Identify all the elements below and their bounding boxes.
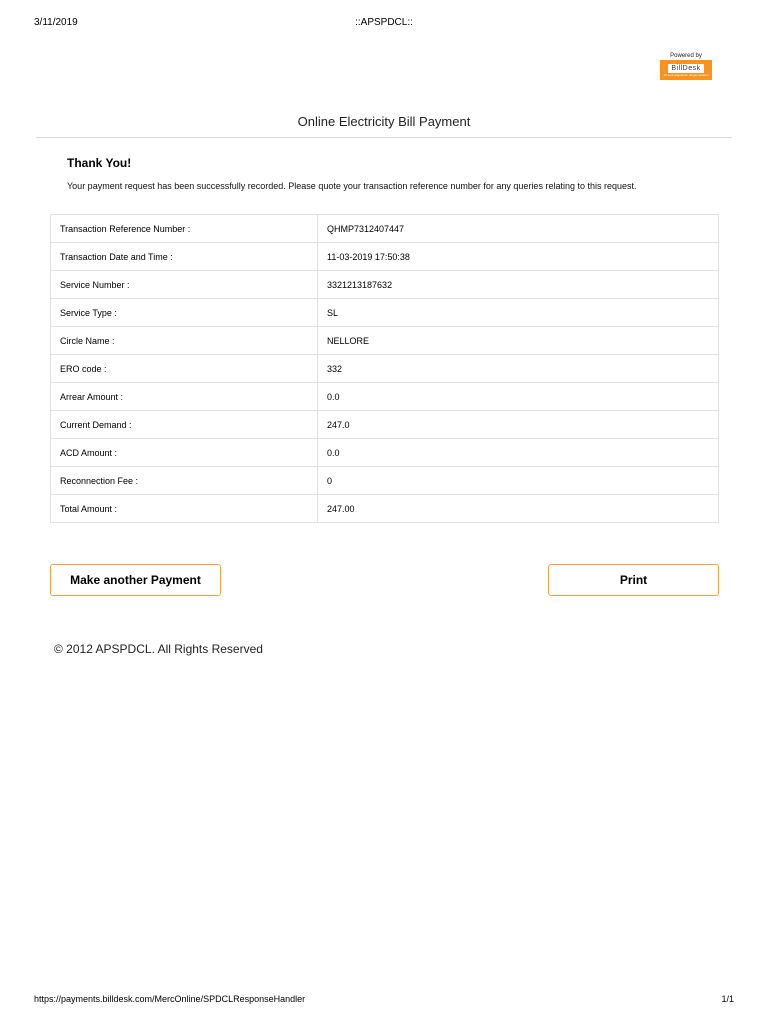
table-row <box>51 495 719 523</box>
table-row <box>51 271 719 299</box>
thank-you-heading: Thank You! <box>67 156 132 170</box>
detail-value: 247.00 <box>318 495 719 523</box>
detail-label: Arrear Amount : <box>51 383 318 411</box>
table-row <box>51 327 719 355</box>
make-another-payment-button[interactable]: Make another Payment <box>50 564 221 596</box>
detail-value: 0 <box>318 467 719 495</box>
table-row <box>51 215 719 243</box>
detail-value: 247.0 <box>318 411 719 439</box>
detail-label: Transaction Reference Number : <box>51 215 318 243</box>
detail-value: QHMP7312407447 <box>318 215 719 243</box>
detail-label: Reconnection Fee : <box>51 467 318 495</box>
detail-value: NELLORE <box>318 327 719 355</box>
detail-label: Circle Name : <box>51 327 318 355</box>
detail-label: Total Amount : <box>51 495 318 523</box>
table-row <box>51 355 719 383</box>
billdesk-logo <box>660 52 712 80</box>
billdesk-badge <box>660 60 712 80</box>
billdesk-brand-text: BillDesk <box>668 64 703 73</box>
detail-value: 11-03-2019 17:50:38 <box>318 243 719 271</box>
detail-value: SL <box>318 299 719 327</box>
table-row <box>51 383 719 411</box>
print-button[interactable]: Print <box>548 564 719 596</box>
detail-value: 3321213187632 <box>318 271 719 299</box>
table-row <box>51 411 719 439</box>
detail-label: Service Number : <box>51 271 318 299</box>
table-row <box>51 439 719 467</box>
print-window-title: ::APSPDCL:: <box>355 17 413 28</box>
detail-value: 332 <box>318 355 719 383</box>
copyright-text: © 2012 APSPDCL. All Rights Reserved <box>54 642 263 656</box>
confirmation-message: Your payment request has been successfully recorded. Please quote your transaction reference number for any queries relating to this request. <box>67 181 637 191</box>
detail-label: Current Demand : <box>51 411 318 439</box>
page-url: https://payments.billdesk.com/MercOnline/SPDCLResponseHandler <box>34 994 306 1004</box>
detail-label: Transaction Date and Time : <box>51 243 318 271</box>
table-row <box>51 467 719 495</box>
powered-by-label: Powered by <box>670 53 702 59</box>
page-title: Online Electricity Bill Payment <box>297 114 471 129</box>
print-date: 3/11/2019 <box>34 17 78 28</box>
table-row <box>51 299 719 327</box>
detail-value: 0.0 <box>318 439 719 467</box>
detail-label: ERO code : <box>51 355 318 383</box>
billdesk-tagline: All your payments. Single location <box>663 72 709 77</box>
transaction-details-table <box>50 214 719 523</box>
table-row <box>51 243 719 271</box>
detail-value: 0.0 <box>318 383 719 411</box>
detail-label: ACD Amount : <box>51 439 318 467</box>
detail-label: Service Type : <box>51 299 318 327</box>
page-number: 1/1 <box>721 994 734 1004</box>
title-divider <box>36 137 732 138</box>
